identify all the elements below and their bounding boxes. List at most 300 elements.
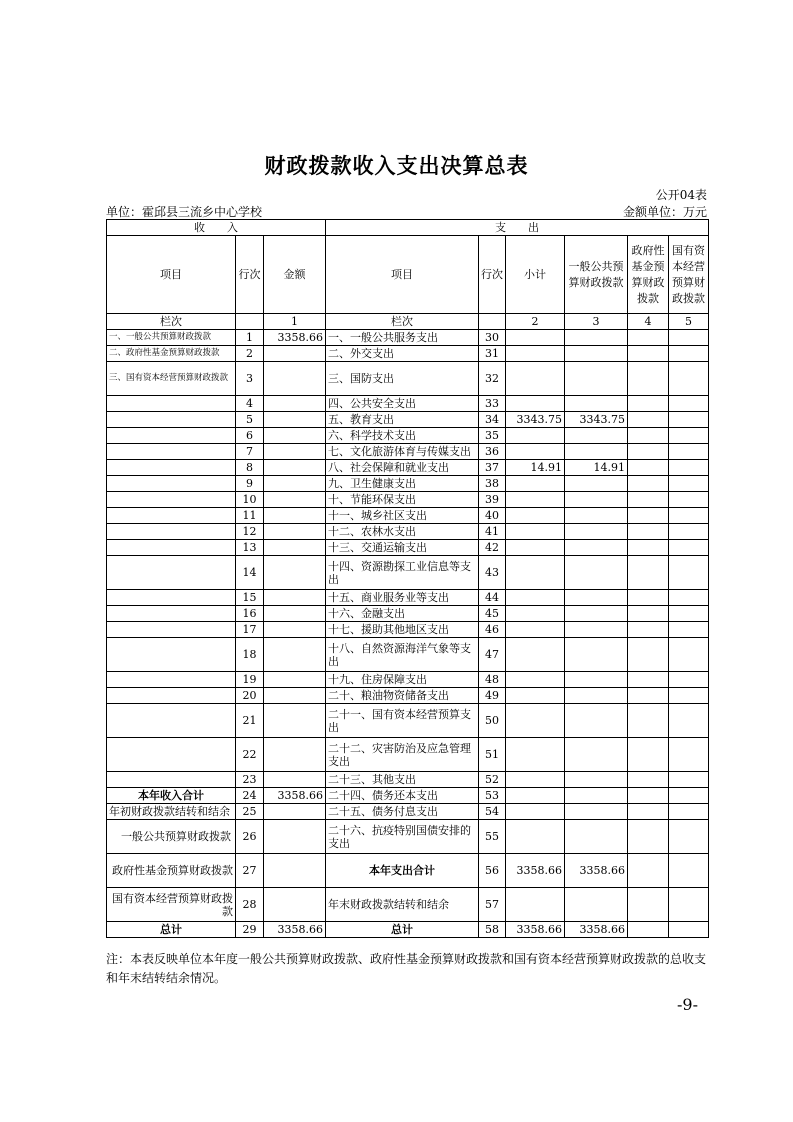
subtotal-value bbox=[506, 888, 565, 922]
state-capital-value bbox=[669, 606, 709, 622]
expense-line: 54 bbox=[479, 804, 506, 820]
income-line: 8 bbox=[236, 460, 264, 476]
income-line: 20 bbox=[236, 688, 264, 704]
income-amount bbox=[264, 688, 326, 704]
general-budget-header: 一般公共预算财政拨款 bbox=[565, 236, 628, 314]
income-line: 23 bbox=[236, 772, 264, 788]
subtotal-value: 3343.75 bbox=[506, 412, 565, 428]
income-line: 3 bbox=[236, 362, 264, 396]
income-amount bbox=[264, 460, 326, 476]
subtotal-value bbox=[506, 672, 565, 688]
income-item bbox=[107, 672, 236, 688]
income-line: 7 bbox=[236, 444, 264, 460]
table-row bbox=[107, 346, 709, 362]
income-item bbox=[107, 444, 236, 460]
subtotal-value bbox=[506, 428, 565, 444]
income-item bbox=[107, 622, 236, 638]
income-item bbox=[107, 508, 236, 524]
table-row bbox=[107, 672, 709, 688]
subtotal-value bbox=[506, 738, 565, 772]
column-header-row bbox=[107, 236, 709, 314]
general-budget-value bbox=[565, 772, 628, 788]
col-row-empty bbox=[236, 314, 264, 330]
income-item bbox=[107, 590, 236, 606]
gov-fund-value bbox=[628, 330, 669, 346]
general-budget-value bbox=[565, 804, 628, 820]
income-amount bbox=[264, 638, 326, 672]
gov-fund-value bbox=[628, 804, 669, 820]
gov-fund-value bbox=[628, 672, 669, 688]
state-capital-value bbox=[669, 622, 709, 638]
expense-item: 十一、城乡社区支出 bbox=[326, 508, 479, 524]
gov-fund-value bbox=[628, 524, 669, 540]
general-budget-value bbox=[565, 556, 628, 590]
subtotal-value bbox=[506, 476, 565, 492]
state-capital-value bbox=[669, 412, 709, 428]
income-line: 28 bbox=[236, 888, 264, 922]
col-row-3: 3 bbox=[565, 314, 628, 330]
income-line: 17 bbox=[236, 622, 264, 638]
state-capital-value bbox=[669, 444, 709, 460]
table-row bbox=[107, 820, 709, 854]
subtotal-value bbox=[506, 688, 565, 704]
income-line: 15 bbox=[236, 590, 264, 606]
subtotal-value bbox=[506, 804, 565, 820]
income-amount bbox=[264, 556, 326, 590]
income-line: 19 bbox=[236, 672, 264, 688]
income-amount bbox=[264, 362, 326, 396]
income-amount bbox=[264, 412, 326, 428]
expense-line: 56 bbox=[479, 854, 506, 888]
general-budget-value bbox=[565, 396, 628, 412]
table-row bbox=[107, 888, 709, 922]
col-row-empty-2 bbox=[479, 314, 506, 330]
state-capital-value bbox=[669, 428, 709, 444]
income-item bbox=[107, 428, 236, 444]
subtotal-value bbox=[506, 346, 565, 362]
general-budget-value bbox=[565, 688, 628, 704]
state-capital-value bbox=[669, 888, 709, 922]
expense-line: 43 bbox=[479, 556, 506, 590]
income-group-header: 收 入 bbox=[107, 220, 326, 236]
subtotal-value bbox=[506, 590, 565, 606]
income-line: 10 bbox=[236, 492, 264, 508]
expense-line: 32 bbox=[479, 362, 506, 396]
state-capital-value bbox=[669, 524, 709, 540]
expense-line: 37 bbox=[479, 460, 506, 476]
table-row bbox=[107, 492, 709, 508]
expense-line: 42 bbox=[479, 540, 506, 556]
gov-fund-value bbox=[628, 820, 669, 854]
income-amount bbox=[264, 854, 326, 888]
income-amount bbox=[264, 590, 326, 606]
table-row bbox=[107, 556, 709, 590]
subtotal-value: 3358.66 bbox=[506, 854, 565, 888]
table-row bbox=[107, 854, 709, 888]
expense-item: 十四、资源勘探工业信息等支出 bbox=[326, 556, 479, 590]
income-line: 11 bbox=[236, 508, 264, 524]
general-budget-value bbox=[565, 444, 628, 460]
income-item: 二、政府性基金预算财政拨款 bbox=[107, 346, 236, 362]
gov-fund-value bbox=[628, 738, 669, 772]
income-amount: 3358.66 bbox=[264, 330, 326, 346]
income-amount bbox=[264, 820, 326, 854]
general-budget-value bbox=[565, 428, 628, 444]
income-item bbox=[107, 738, 236, 772]
income-item bbox=[107, 412, 236, 428]
expense-item: 五、教育支出 bbox=[326, 412, 479, 428]
gov-fund-value bbox=[628, 508, 669, 524]
table-row bbox=[107, 788, 709, 804]
state-capital-value bbox=[669, 362, 709, 396]
expense-line: 46 bbox=[479, 622, 506, 638]
general-budget-value bbox=[565, 704, 628, 738]
group-header-row bbox=[107, 220, 709, 236]
expense-line: 30 bbox=[479, 330, 506, 346]
general-budget-value bbox=[565, 888, 628, 922]
expense-line: 35 bbox=[479, 428, 506, 444]
income-item bbox=[107, 460, 236, 476]
expense-item: 二十二、灾害防治及应急管理支出 bbox=[326, 738, 479, 772]
income-line: 2 bbox=[236, 346, 264, 362]
subtotal-value bbox=[506, 556, 565, 590]
expense-item: 十八、自然资源海洋气象等支出 bbox=[326, 638, 479, 672]
general-budget-value bbox=[565, 606, 628, 622]
expense-line: 58 bbox=[479, 922, 506, 938]
income-item bbox=[107, 524, 236, 540]
income-line: 5 bbox=[236, 412, 264, 428]
expense-item: 十五、商业服务业等支出 bbox=[326, 590, 479, 606]
expense-item: 三、国防支出 bbox=[326, 362, 479, 396]
income-line: 9 bbox=[236, 476, 264, 492]
subtotal-value bbox=[506, 444, 565, 460]
gov-fund-value bbox=[628, 590, 669, 606]
income-item bbox=[107, 540, 236, 556]
income-item bbox=[107, 556, 236, 590]
gov-fund-value bbox=[628, 346, 669, 362]
expense-item: 九、卫生健康支出 bbox=[326, 476, 479, 492]
income-line-header: 行次 bbox=[236, 236, 264, 314]
state-capital-value bbox=[669, 804, 709, 820]
income-item: 一、一般公共预算财政拨款 bbox=[107, 330, 236, 346]
state-capital-value bbox=[669, 460, 709, 476]
general-budget-value bbox=[565, 476, 628, 492]
income-line: 16 bbox=[236, 606, 264, 622]
general-budget-value: 3358.66 bbox=[565, 854, 628, 888]
table-row bbox=[107, 638, 709, 672]
state-capital-value bbox=[669, 590, 709, 606]
expense-line: 51 bbox=[479, 738, 506, 772]
income-amount bbox=[264, 772, 326, 788]
col-row-4: 4 bbox=[628, 314, 669, 330]
general-budget-value: 3343.75 bbox=[565, 412, 628, 428]
footnote: 注：本表反映单位本年度一般公共预算财政拨款、政府性基金预算财政拨款和国有资本经营预算财政拨款的总收支和年末结转结余情况。 bbox=[106, 952, 707, 985]
state-capital-value bbox=[669, 688, 709, 704]
table-row bbox=[107, 606, 709, 622]
income-amount bbox=[264, 672, 326, 688]
table-row bbox=[107, 922, 709, 938]
expense-line: 53 bbox=[479, 788, 506, 804]
subtotal-value bbox=[506, 772, 565, 788]
expense-line-header: 行次 bbox=[479, 236, 506, 314]
income-item bbox=[107, 772, 236, 788]
income-amount: 3358.66 bbox=[264, 788, 326, 804]
state-capital-value bbox=[669, 556, 709, 590]
table-row bbox=[107, 738, 709, 772]
expense-line: 49 bbox=[479, 688, 506, 704]
state-capital-value bbox=[669, 476, 709, 492]
state-capital-value bbox=[669, 788, 709, 804]
income-item bbox=[107, 704, 236, 738]
subtotal-value bbox=[506, 330, 565, 346]
state-capital-value bbox=[669, 492, 709, 508]
col-row-label: 栏次 bbox=[107, 314, 236, 330]
state-capital-value bbox=[669, 330, 709, 346]
expense-item-header: 项目 bbox=[326, 236, 479, 314]
gov-fund-value bbox=[628, 412, 669, 428]
expense-item: 十三、交通运输支出 bbox=[326, 540, 479, 556]
expense-item: 十二、农林水支出 bbox=[326, 524, 479, 540]
income-amount bbox=[264, 540, 326, 556]
amount-unit: 金额单位：万元 bbox=[622, 205, 707, 219]
expense-item: 十九、住房保障支出 bbox=[326, 672, 479, 688]
subtotal-value bbox=[506, 820, 565, 854]
expense-line: 52 bbox=[479, 772, 506, 788]
subtotal-value: 3358.66 bbox=[506, 922, 565, 938]
gov-fund-value bbox=[628, 540, 669, 556]
gov-fund-value bbox=[628, 362, 669, 396]
expense-item: 二、外交支出 bbox=[326, 346, 479, 362]
income-line: 18 bbox=[236, 638, 264, 672]
income-amount bbox=[264, 396, 326, 412]
form-number: 公开04表 bbox=[655, 188, 707, 202]
subtotal-value bbox=[506, 788, 565, 804]
table-row bbox=[107, 704, 709, 738]
income-item bbox=[107, 606, 236, 622]
expense-item: 七、文化旅游体育与传媒支出 bbox=[326, 444, 479, 460]
income-amount bbox=[264, 492, 326, 508]
col-row-5: 5 bbox=[669, 314, 709, 330]
income-line: 22 bbox=[236, 738, 264, 772]
general-budget-value bbox=[565, 362, 628, 396]
expense-item: 四、公共安全支出 bbox=[326, 396, 479, 412]
state-capital-value bbox=[669, 540, 709, 556]
col-row-label-2: 栏次 bbox=[326, 314, 479, 330]
table-row bbox=[107, 412, 709, 428]
expense-line: 57 bbox=[479, 888, 506, 922]
expense-item: 六、科学技术支出 bbox=[326, 428, 479, 444]
expense-item: 二十三、其他支出 bbox=[326, 772, 479, 788]
expense-line: 47 bbox=[479, 638, 506, 672]
income-line: 4 bbox=[236, 396, 264, 412]
gov-fund-value bbox=[628, 772, 669, 788]
income-item bbox=[107, 476, 236, 492]
expense-line: 31 bbox=[479, 346, 506, 362]
expense-item: 二十五、债务付息支出 bbox=[326, 804, 479, 820]
state-capital-value bbox=[669, 672, 709, 688]
budget-summary-table bbox=[106, 219, 709, 938]
expense-line: 55 bbox=[479, 820, 506, 854]
income-item: 本年收入合计 bbox=[107, 788, 236, 804]
unit-name: 单位：霍邱县三流乡中心学校 bbox=[106, 205, 263, 219]
income-item: 一般公共预算财政拨款 bbox=[107, 820, 236, 854]
col-row-1: 1 bbox=[264, 314, 326, 330]
subtotal-value bbox=[506, 622, 565, 638]
general-budget-value bbox=[565, 590, 628, 606]
expense-group-header: 支 出 bbox=[326, 220, 709, 236]
income-amount bbox=[264, 804, 326, 820]
general-budget-value bbox=[565, 508, 628, 524]
income-line: 12 bbox=[236, 524, 264, 540]
table-row bbox=[107, 362, 709, 396]
table-row bbox=[107, 330, 709, 346]
subtotal-value bbox=[506, 704, 565, 738]
general-budget-value bbox=[565, 638, 628, 672]
income-item: 国有资本经营预算财政拨款 bbox=[107, 888, 236, 922]
expense-line: 33 bbox=[479, 396, 506, 412]
income-amount bbox=[264, 704, 326, 738]
state-capital-value bbox=[669, 638, 709, 672]
table-row bbox=[107, 428, 709, 444]
general-budget-value bbox=[565, 622, 628, 638]
expense-item: 十七、援助其他地区支出 bbox=[326, 622, 479, 638]
table-row bbox=[107, 804, 709, 820]
expense-item: 二十、粮油物资储备支出 bbox=[326, 688, 479, 704]
gov-fund-value bbox=[628, 444, 669, 460]
col-row-2: 2 bbox=[506, 314, 565, 330]
income-amount bbox=[264, 444, 326, 460]
gov-fund-value bbox=[628, 556, 669, 590]
state-capital-value bbox=[669, 738, 709, 772]
expense-item: 二十六、抗疫特别国债安排的支出 bbox=[326, 820, 479, 854]
expense-item: 八、社会保障和就业支出 bbox=[326, 460, 479, 476]
table-row bbox=[107, 460, 709, 476]
general-budget-value: 3358.66 bbox=[565, 922, 628, 938]
income-amount bbox=[264, 524, 326, 540]
expense-line: 50 bbox=[479, 704, 506, 738]
gov-fund-value bbox=[628, 606, 669, 622]
general-budget-value bbox=[565, 330, 628, 346]
income-item bbox=[107, 638, 236, 672]
income-item: 年初财政拨款结转和结余 bbox=[107, 804, 236, 820]
state-capital-value bbox=[669, 346, 709, 362]
table-row bbox=[107, 444, 709, 460]
subtotal-value: 14.91 bbox=[506, 460, 565, 476]
gov-fund-value bbox=[628, 396, 669, 412]
gov-fund-value bbox=[628, 704, 669, 738]
subtotal-value bbox=[506, 606, 565, 622]
gov-fund-value bbox=[628, 428, 669, 444]
gov-fund-value bbox=[628, 622, 669, 638]
state-capital-value bbox=[669, 704, 709, 738]
income-line: 24 bbox=[236, 788, 264, 804]
table-row bbox=[107, 524, 709, 540]
income-item bbox=[107, 688, 236, 704]
income-line: 14 bbox=[236, 556, 264, 590]
income-item: 政府性基金预算财政拨款 bbox=[107, 854, 236, 888]
gov-fund-value bbox=[628, 638, 669, 672]
general-budget-value bbox=[565, 672, 628, 688]
table-row bbox=[107, 688, 709, 704]
table-row bbox=[107, 622, 709, 638]
income-line: 25 bbox=[236, 804, 264, 820]
table-row bbox=[107, 396, 709, 412]
income-line: 29 bbox=[236, 922, 264, 938]
gov-fund-value bbox=[628, 476, 669, 492]
expense-item: 一、一般公共服务支出 bbox=[326, 330, 479, 346]
expense-item: 二十一、国有资本经营预算支出 bbox=[326, 704, 479, 738]
expense-item: 十、节能环保支出 bbox=[326, 492, 479, 508]
subtotal-header: 小计 bbox=[506, 236, 565, 314]
gov-fund-value bbox=[628, 688, 669, 704]
table-row bbox=[107, 476, 709, 492]
expense-item: 十六、金融支出 bbox=[326, 606, 479, 622]
expense-item: 二十四、债务还本支出 bbox=[326, 788, 479, 804]
gov-fund-value bbox=[628, 854, 669, 888]
general-budget-value: 14.91 bbox=[565, 460, 628, 476]
expense-line: 41 bbox=[479, 524, 506, 540]
general-budget-value bbox=[565, 820, 628, 854]
expense-line: 34 bbox=[479, 412, 506, 428]
expense-line: 40 bbox=[479, 508, 506, 524]
expense-item: 年末财政拨款结转和结余 bbox=[326, 888, 479, 922]
income-amount: 3358.66 bbox=[264, 922, 326, 938]
income-amount bbox=[264, 606, 326, 622]
general-budget-value bbox=[565, 738, 628, 772]
general-budget-value bbox=[565, 540, 628, 556]
gov-fund-value bbox=[628, 922, 669, 938]
state-capital-value bbox=[669, 854, 709, 888]
subtotal-value bbox=[506, 362, 565, 396]
expense-line: 44 bbox=[479, 590, 506, 606]
income-item-header: 项目 bbox=[107, 236, 236, 314]
subtotal-value bbox=[506, 396, 565, 412]
income-line: 1 bbox=[236, 330, 264, 346]
state-capital-value bbox=[669, 820, 709, 854]
expense-item: 总计 bbox=[326, 922, 479, 938]
column-number-row bbox=[107, 314, 709, 330]
income-line: 21 bbox=[236, 704, 264, 738]
income-amount-header: 金额 bbox=[264, 236, 326, 314]
income-line: 26 bbox=[236, 820, 264, 854]
table-row bbox=[107, 540, 709, 556]
state-capital-value bbox=[669, 508, 709, 524]
gov-fund-value bbox=[628, 888, 669, 922]
general-budget-value bbox=[565, 788, 628, 804]
expense-line: 38 bbox=[479, 476, 506, 492]
general-budget-value bbox=[565, 524, 628, 540]
gov-fund-value bbox=[628, 460, 669, 476]
subtotal-value bbox=[506, 540, 565, 556]
income-amount bbox=[264, 508, 326, 524]
income-item bbox=[107, 396, 236, 412]
state-capital-value bbox=[669, 922, 709, 938]
state-capital-value bbox=[669, 772, 709, 788]
gov-fund-header: 政府性基金预算财政拨款 bbox=[628, 236, 669, 314]
income-amount bbox=[264, 738, 326, 772]
table-row bbox=[107, 590, 709, 606]
income-item bbox=[107, 492, 236, 508]
page-title: 财政拨款收入支出决算总表 bbox=[264, 153, 529, 178]
expense-line: 45 bbox=[479, 606, 506, 622]
income-amount bbox=[264, 622, 326, 638]
income-amount bbox=[264, 346, 326, 362]
income-line: 6 bbox=[236, 428, 264, 444]
table-row bbox=[107, 508, 709, 524]
income-item: 三、国有资本经营预算财政拨款 bbox=[107, 362, 236, 396]
subtotal-value bbox=[506, 508, 565, 524]
expense-line: 36 bbox=[479, 444, 506, 460]
